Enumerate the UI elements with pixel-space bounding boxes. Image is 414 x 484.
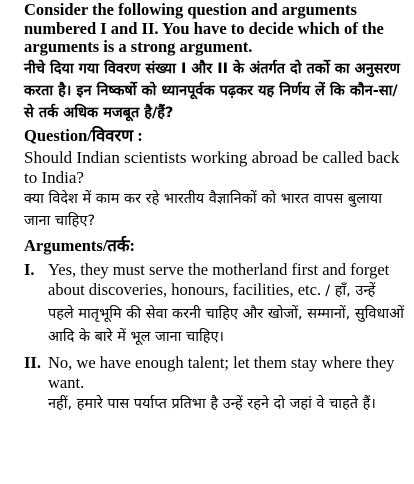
instruction-english: Consider the following question and arguments numbered I and II. You have to decide which of the arguments is a strong argument.: [24, 0, 384, 56]
arguments-heading: Arguments/तर्क:: [24, 235, 135, 255]
argument-english: No, we have enough talent; let them stay where they want.: [48, 352, 395, 392]
argument-body: [48, 353, 404, 416]
question-heading: Question/विवरण :: [24, 125, 143, 145]
question-hindi: क्या विदेश में काम कर रहे भारतीय वैज्ञानिकों को भारत वापस बुलाया जाना चाहिए?: [24, 190, 382, 229]
argument-item: [24, 353, 404, 416]
argument-english: Yes, they must serve the motherland first and forget about discoveries, honours, facilities, etc.: [48, 259, 390, 299]
argument-number: I.: [24, 259, 35, 279]
argument-hindi: / हाँ, उन्हें पहले मातृभूमि की सेवा करनी चाहिए और खोजों, सम्मानों, सुविधाओं आदि के बारे में भूल जाना चाहिए।: [48, 282, 404, 345]
instruction-hindi: नीचे दिया गया विवरण संख्या I और II के अंतर्गत दो तर्को का अनुसरण करता है। इन निष्कर्षो को ध्यानपूर्वक पढ़कर यह निर्णय लें कि कौन-सा/से तर्क अधिक मजबूत है/हैं?: [24, 60, 401, 121]
argument-item: [24, 260, 404, 349]
argument-number: II.: [24, 352, 41, 372]
argument-body: [48, 260, 404, 349]
arguments-section: [24, 236, 404, 416]
argument-hindi: नहीं, हमारे पास पर्याप्त प्रतिभा है उन्हें रहने दो जहां वे चाहते हैं।: [48, 395, 376, 412]
question-english: Should Indian scientists working abroad be called back to India?: [24, 147, 400, 187]
